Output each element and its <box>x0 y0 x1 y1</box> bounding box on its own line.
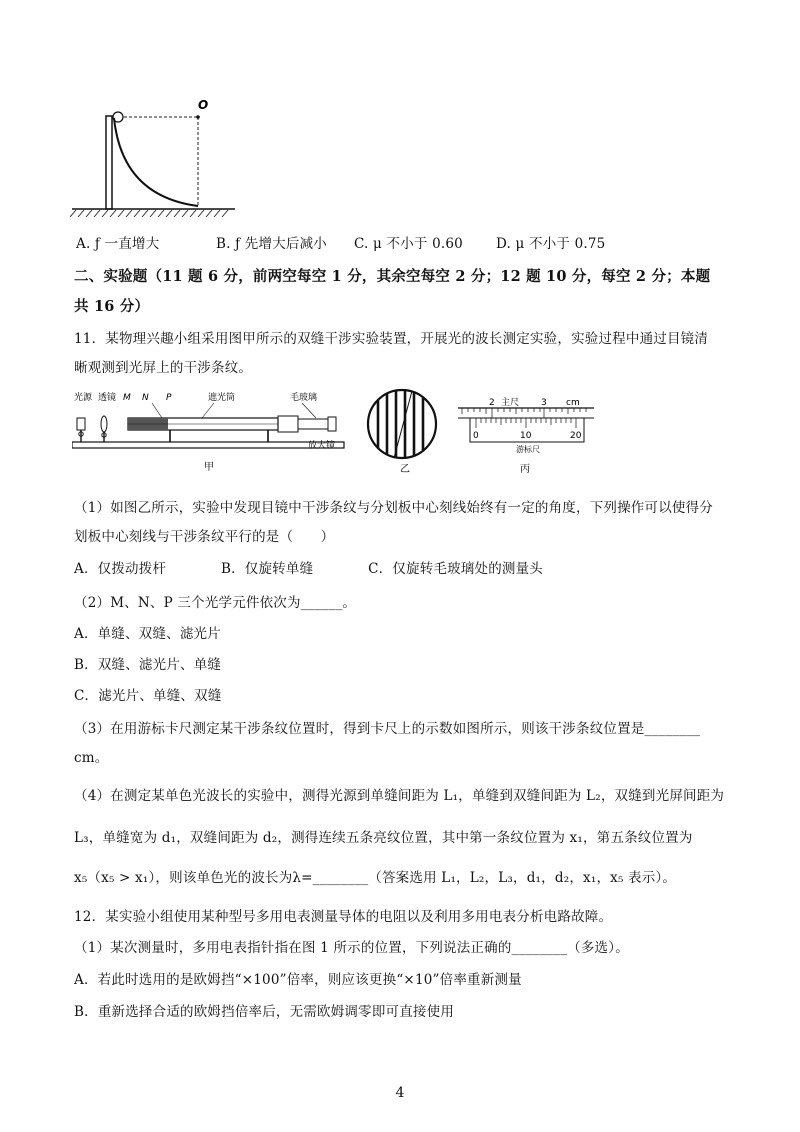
caption-yi: 乙 <box>400 464 410 475</box>
vernier-tick-10: 10 <box>520 431 532 441</box>
q11-p4-line2: L₃，单缝宽为 d₁，双缝间距为 d₂，测得连续五条亮纹位置，其中第一条纹位置为 x₁，第五条纹位置为 <box>74 830 693 846</box>
main-tick-2: 2 <box>489 398 495 408</box>
page-number: 4 <box>395 1085 405 1101</box>
main-tick-3: 3 <box>541 398 547 408</box>
option-c: C. μ 不小于 0.60 <box>354 236 463 252</box>
q11-p4-line1: （4）在测定某单色光波长的实验中，测得光源到单缝间距为 L₁，单缝到双缝间距为 L₂，双缝到光屏间距为 <box>74 788 725 804</box>
q12-p1-stem: （1）某次测量时，多用电表指针指在图 1 所示的位置，下列说法正确的________（多选）。 <box>74 940 629 956</box>
vernier-label: 游标尺 <box>516 445 540 454</box>
q12-p1-option-b: B．重新选择合适的欧姆挡倍率后，无需欧姆调零即可直接使用 <box>74 1004 455 1020</box>
caption-jia: 甲 <box>204 462 214 473</box>
q11-stem-line1: 11．某物理兴趣小组采用图甲所示的双缝干涉实验装置，开展光的波长测定实验，实验过程中通过目镜清 <box>74 331 709 347</box>
q11-p1-line1: （1）如图乙所示，实验中发现目镜中干涉条纹与分划板中心刻线始终有一定的角度，下列操作可以使得分 <box>74 500 713 516</box>
q11-p2-option-b: B．双缝、滤光片、单缝 <box>74 657 222 673</box>
q11-p3-line1: （3）在用游标卡尺测定某干涉条纹位置时，得到卡尺上的示数如图所示，则该干涉条纹位置是________ <box>74 721 701 737</box>
q11-p2-option-a: A．单缝、双缝、滤光片 <box>74 626 221 642</box>
option-a: A. ƒ 一直增大 <box>76 236 160 252</box>
q11-p1-line2: 划板中心刻线与干涉条纹平行的是（ ） <box>74 529 335 545</box>
unit-cm: cm <box>566 398 580 408</box>
vernier-tick-0: 0 <box>473 431 479 441</box>
label-o: O <box>198 98 209 112</box>
option-b: B. ƒ 先增大后减小 <box>216 236 327 252</box>
figure-jia-apparatus <box>72 386 352 478</box>
q11-p1-options: A．仅拨动拨杆 B．仅旋转单缝 C．仅旋转毛玻璃处的测量头 <box>74 561 543 577</box>
label-magnifier: 放大镜 <box>308 441 336 451</box>
label-tube: 遮光筒 <box>208 393 236 403</box>
figure-bing-vernier <box>456 392 596 478</box>
label-m: M <box>123 393 131 403</box>
caption-bing: 丙 <box>520 464 530 475</box>
section-heading-line1: 二、实验题（11 题 6 分，前两空每空 1 分，其余空每空 2 分；12 题 10 分，每空 2 分；本题 <box>74 268 711 285</box>
option-d: D. μ 不小于 0.75 <box>496 236 606 252</box>
vernier-tick-20: 20 <box>570 431 582 441</box>
q11-p4-line3: x₅（x₅ > x₁），则该单色光的波长为λ=________（答案选用 L₁，L₂，L₃，d₁，d₂，x₁，x₅ 表示）。 <box>74 870 677 886</box>
label-n: N <box>142 393 149 403</box>
q11-stem-line2: 晰观测到光屏上的干涉条纹。 <box>74 360 253 376</box>
q11-p3-line2: cm。 <box>74 750 109 766</box>
q11-p2-option-c: C．滤光片、单缝、双缝 <box>74 688 222 704</box>
label-light-source: 光源 <box>74 393 93 403</box>
label-p: P <box>166 393 172 403</box>
label-ground-glass: 毛玻璃 <box>290 393 318 403</box>
q12-p1-option-a: A．若此时选用的是欧姆挡“×100”倍率，则应该更换“×10”倍率重新测量 <box>74 972 522 988</box>
section-heading-line2: 共 16 分） <box>74 298 150 315</box>
label-lens: 透镜 <box>98 393 117 403</box>
q12-stem: 12．某实验小组使用某种型号多用电表测量导体的电阻以及利用多用电表分析电路故障。 <box>74 909 613 925</box>
curved-track-figure <box>70 96 240 218</box>
main-scale-label: 主尺 <box>501 398 520 408</box>
q11-p2-stem: （2）M、N、P 三个光学元件依次为______。 <box>74 595 357 611</box>
figure-yi-fringes <box>364 386 444 478</box>
